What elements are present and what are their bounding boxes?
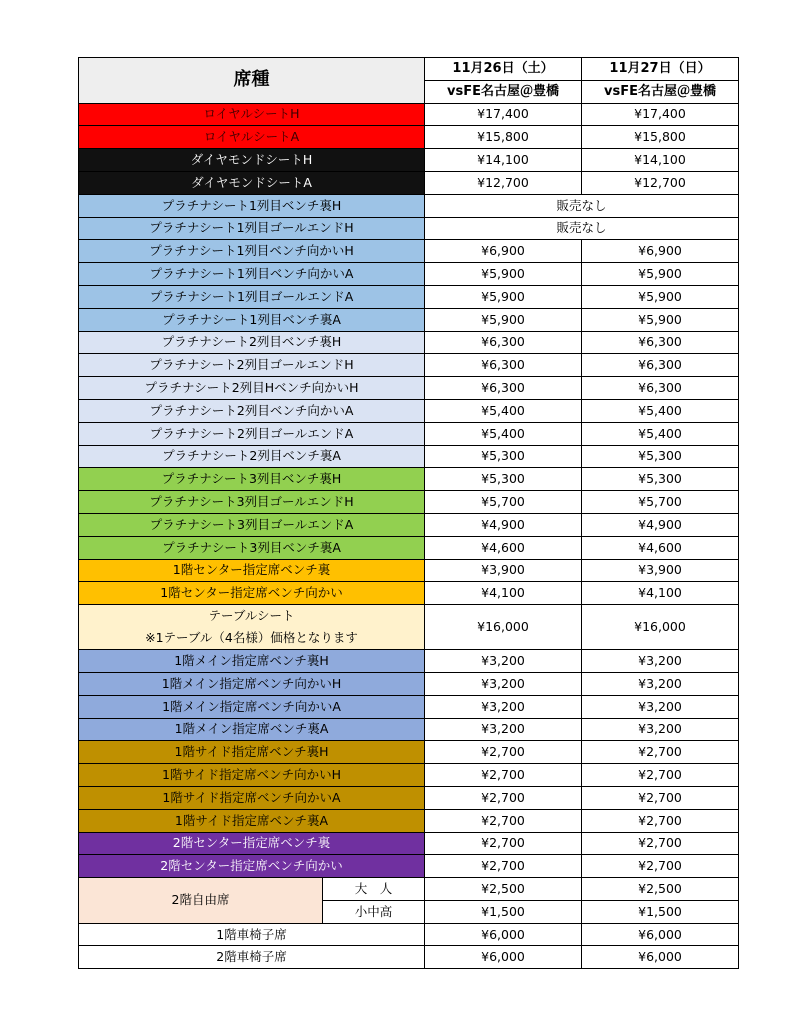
seat-name-cell: 2階車椅子席 xyxy=(79,946,425,969)
day2-price-cell: ¥12,700 xyxy=(582,171,739,194)
seat-name-cell: 2階センター指定席ベンチ裏 xyxy=(79,832,425,855)
seat-name-cell: 1階センター指定席ベンチ向かい xyxy=(79,582,425,605)
day2-price-cell: ¥5,700 xyxy=(582,491,739,514)
day1-price-cell: ¥3,200 xyxy=(425,650,582,673)
seat-name-cell: 1階メイン指定席ベンチ向かいA xyxy=(79,695,425,718)
seat-type-header: 席種 xyxy=(79,58,425,104)
day1-price-cell: ¥6,000 xyxy=(425,923,582,946)
day2-price-cell: ¥3,200 xyxy=(582,718,739,741)
day2-price-cell: ¥4,600 xyxy=(582,536,739,559)
ticket-category-cell: 大 人 xyxy=(323,878,425,901)
day2-price-cell: ¥2,700 xyxy=(582,809,739,832)
day2-price-cell: ¥3,200 xyxy=(582,695,739,718)
seat-name-cell: プラチナシート3列目ゴールエンドH xyxy=(79,491,425,514)
table-row xyxy=(79,832,739,855)
header-row-1 xyxy=(79,58,739,81)
day2-price-cell: ¥6,300 xyxy=(582,354,739,377)
day1-price-cell: ¥3,200 xyxy=(425,695,582,718)
day1-price-cell: ¥4,100 xyxy=(425,582,582,605)
day1-price-cell: ¥6,000 xyxy=(425,946,582,969)
day1-price-cell: ¥3,200 xyxy=(425,718,582,741)
seat-name-cell: プラチナシート2列目ベンチ向かいA xyxy=(79,399,425,422)
day1-price-cell: ¥5,300 xyxy=(425,445,582,468)
seat-name-cell: ダイヤモンドシートA xyxy=(79,171,425,194)
day1-price-cell: ¥5,900 xyxy=(425,285,582,308)
seat-name-cell: プラチナシート1列目ベンチ向かいH xyxy=(79,240,425,263)
day2-price-cell: ¥1,500 xyxy=(582,900,739,923)
table-row xyxy=(79,536,739,559)
day1-price-cell: ¥16,000 xyxy=(425,605,582,650)
seat-note: ※1テーブル（4名様）価格となります xyxy=(145,630,358,646)
table-row xyxy=(79,855,739,878)
day1-date-header: 11月26日（土） xyxy=(425,58,582,81)
table-row xyxy=(79,217,739,240)
seat-name-cell: 1階サイド指定席ベンチ向かいH xyxy=(79,764,425,787)
table-row xyxy=(79,468,739,491)
table-row xyxy=(79,445,739,468)
day2-price-cell: ¥3,200 xyxy=(582,672,739,695)
day1-price-cell: ¥5,300 xyxy=(425,468,582,491)
table-row xyxy=(79,764,739,787)
day1-price-cell: ¥5,700 xyxy=(425,491,582,514)
day2-price-cell: ¥3,900 xyxy=(582,559,739,582)
seat-name-cell: ダイヤモンドシートH xyxy=(79,149,425,172)
seat-name-cell: プラチナシート2列目ベンチ裏A xyxy=(79,445,425,468)
ticket-category-cell: 小中高 xyxy=(323,900,425,923)
seat-name-cell: プラチナシート3列目ベンチ裏A xyxy=(79,536,425,559)
table-row xyxy=(79,718,739,741)
day2-price-cell: ¥5,300 xyxy=(582,468,739,491)
day1-price-cell: ¥6,900 xyxy=(425,240,582,263)
table-row xyxy=(79,741,739,764)
seat-name-cell: プラチナシート1列目ベンチ向かいA xyxy=(79,263,425,286)
day1-price-cell: ¥12,700 xyxy=(425,171,582,194)
seat-name-cell: プラチナシート2列目ベンチ裏H xyxy=(79,331,425,354)
table-row xyxy=(79,650,739,673)
day1-price-cell: ¥5,400 xyxy=(425,399,582,422)
seat-name-cell: プラチナシート3列目ゴールエンドA xyxy=(79,513,425,536)
table-row xyxy=(79,513,739,536)
day2-price-cell: ¥2,700 xyxy=(582,786,739,809)
day2-price-cell: ¥4,900 xyxy=(582,513,739,536)
day2-price-cell: ¥5,400 xyxy=(582,399,739,422)
day2-price-cell: ¥6,000 xyxy=(582,946,739,969)
day2-price-cell: ¥2,700 xyxy=(582,832,739,855)
day1-price-cell: ¥4,600 xyxy=(425,536,582,559)
seat-name-cell: 1階車椅子席 xyxy=(79,923,425,946)
table-row xyxy=(79,878,739,901)
day2-price-cell: ¥14,100 xyxy=(582,149,739,172)
day2-price-cell: ¥2,700 xyxy=(582,855,739,878)
day2-price-cell: ¥16,000 xyxy=(582,605,739,650)
day2-price-cell: ¥2,700 xyxy=(582,764,739,787)
table-row xyxy=(79,946,739,969)
day1-price-cell: ¥6,300 xyxy=(425,354,582,377)
seat-name-cell: 1階メイン指定席ベンチ裏A xyxy=(79,718,425,741)
day1-price-cell: ¥2,500 xyxy=(425,878,582,901)
day2-date-header: 11月27日（日） xyxy=(582,58,739,81)
not-on-sale-cell: 販売なし xyxy=(425,194,739,217)
day2-price-cell: ¥6,300 xyxy=(582,331,739,354)
seat-name-cell: 1階サイド指定席ベンチ裏H xyxy=(79,741,425,764)
seat-name-cell: プラチナシート2列目ゴールエンドA xyxy=(79,422,425,445)
table-row xyxy=(79,582,739,605)
day2-price-cell: ¥4,100 xyxy=(582,582,739,605)
seat-name-cell: 1階メイン指定席ベンチ向かいH xyxy=(79,672,425,695)
table-row xyxy=(79,308,739,331)
table-row xyxy=(79,263,739,286)
table-row xyxy=(79,354,739,377)
day2-price-cell: ¥5,900 xyxy=(582,285,739,308)
day1-price-cell: ¥2,700 xyxy=(425,855,582,878)
seat-name-cell: プラチナシート1列目ベンチ裏H xyxy=(79,194,425,217)
table-row xyxy=(79,809,739,832)
seat-name: テーブルシート xyxy=(208,608,295,624)
day1-price-cell: ¥2,700 xyxy=(425,786,582,809)
day2-price-cell: ¥6,900 xyxy=(582,240,739,263)
day1-price-cell: ¥3,900 xyxy=(425,559,582,582)
table-row xyxy=(79,149,739,172)
table-row xyxy=(79,491,739,514)
ticket-price-table xyxy=(78,57,739,969)
day2-price-cell: ¥2,500 xyxy=(582,878,739,901)
seat-name-cell: プラチナシート2列目Hベンチ向かいH xyxy=(79,377,425,400)
day2-price-cell: ¥2,700 xyxy=(582,741,739,764)
day2-price-cell: ¥5,900 xyxy=(582,308,739,331)
day2-match-header: vsFE名古屋＠豊橋 xyxy=(582,80,739,103)
seat-name-cell: 2階センター指定席ベンチ向かい xyxy=(79,855,425,878)
price-table-body xyxy=(79,103,739,969)
seat-name-cell: プラチナシート1列目ゴールエンドA xyxy=(79,285,425,308)
seat-name-cell: 1階サイド指定席ベンチ裏A xyxy=(79,809,425,832)
seat-name-cell xyxy=(79,605,425,650)
not-on-sale-cell: 販売なし xyxy=(425,217,739,240)
table-row xyxy=(79,240,739,263)
table-row xyxy=(79,331,739,354)
day1-price-cell: ¥5,900 xyxy=(425,308,582,331)
seat-name-cell: 1階センター指定席ベンチ裏 xyxy=(79,559,425,582)
seat-name-cell: プラチナシート1列目ベンチ裏A xyxy=(79,308,425,331)
day2-price-cell: ¥3,200 xyxy=(582,650,739,673)
seat-name-cell: 1階サイド指定席ベンチ向かいA xyxy=(79,786,425,809)
day1-match-header: vsFE名古屋＠豊橋 xyxy=(425,80,582,103)
free-seat-name-cell: 2階自由席 xyxy=(79,878,323,924)
day2-price-cell: ¥5,400 xyxy=(582,422,739,445)
table-row xyxy=(79,672,739,695)
day1-price-cell: ¥2,700 xyxy=(425,741,582,764)
table-row xyxy=(79,194,739,217)
day1-price-cell: ¥2,700 xyxy=(425,832,582,855)
day1-price-cell: ¥1,500 xyxy=(425,900,582,923)
seat-name-cell: ロイヤルシートA xyxy=(79,126,425,149)
day2-price-cell: ¥5,300 xyxy=(582,445,739,468)
day1-price-cell: ¥6,300 xyxy=(425,377,582,400)
day2-price-cell: ¥15,800 xyxy=(582,126,739,149)
table-row xyxy=(79,422,739,445)
day1-price-cell: ¥5,900 xyxy=(425,263,582,286)
day2-price-cell: ¥17,400 xyxy=(582,103,739,126)
day1-price-cell: ¥6,300 xyxy=(425,331,582,354)
table-row xyxy=(79,126,739,149)
seat-name-cell: プラチナシート1列目ゴールエンドH xyxy=(79,217,425,240)
seat-name-cell: ロイヤルシートH xyxy=(79,103,425,126)
seat-name-cell: プラチナシート3列目ベンチ裏H xyxy=(79,468,425,491)
table-row xyxy=(79,399,739,422)
seat-name-cell: 1階メイン指定席ベンチ裏H xyxy=(79,650,425,673)
day1-price-cell: ¥5,400 xyxy=(425,422,582,445)
table-row xyxy=(79,559,739,582)
table-row xyxy=(79,786,739,809)
table-row xyxy=(79,923,739,946)
seat-name-cell: プラチナシート2列目ゴールエンドH xyxy=(79,354,425,377)
day1-price-cell: ¥15,800 xyxy=(425,126,582,149)
table-row xyxy=(79,605,739,650)
table-row xyxy=(79,377,739,400)
table-row xyxy=(79,695,739,718)
day2-price-cell: ¥6,000 xyxy=(582,923,739,946)
table-row xyxy=(79,285,739,308)
table-row xyxy=(79,171,739,194)
day1-price-cell: ¥2,700 xyxy=(425,764,582,787)
day1-price-cell: ¥14,100 xyxy=(425,149,582,172)
day1-price-cell: ¥3,200 xyxy=(425,672,582,695)
day1-price-cell: ¥4,900 xyxy=(425,513,582,536)
table-row xyxy=(79,103,739,126)
day2-price-cell: ¥6,300 xyxy=(582,377,739,400)
day1-price-cell: ¥17,400 xyxy=(425,103,582,126)
day2-price-cell: ¥5,900 xyxy=(582,263,739,286)
day1-price-cell: ¥2,700 xyxy=(425,809,582,832)
